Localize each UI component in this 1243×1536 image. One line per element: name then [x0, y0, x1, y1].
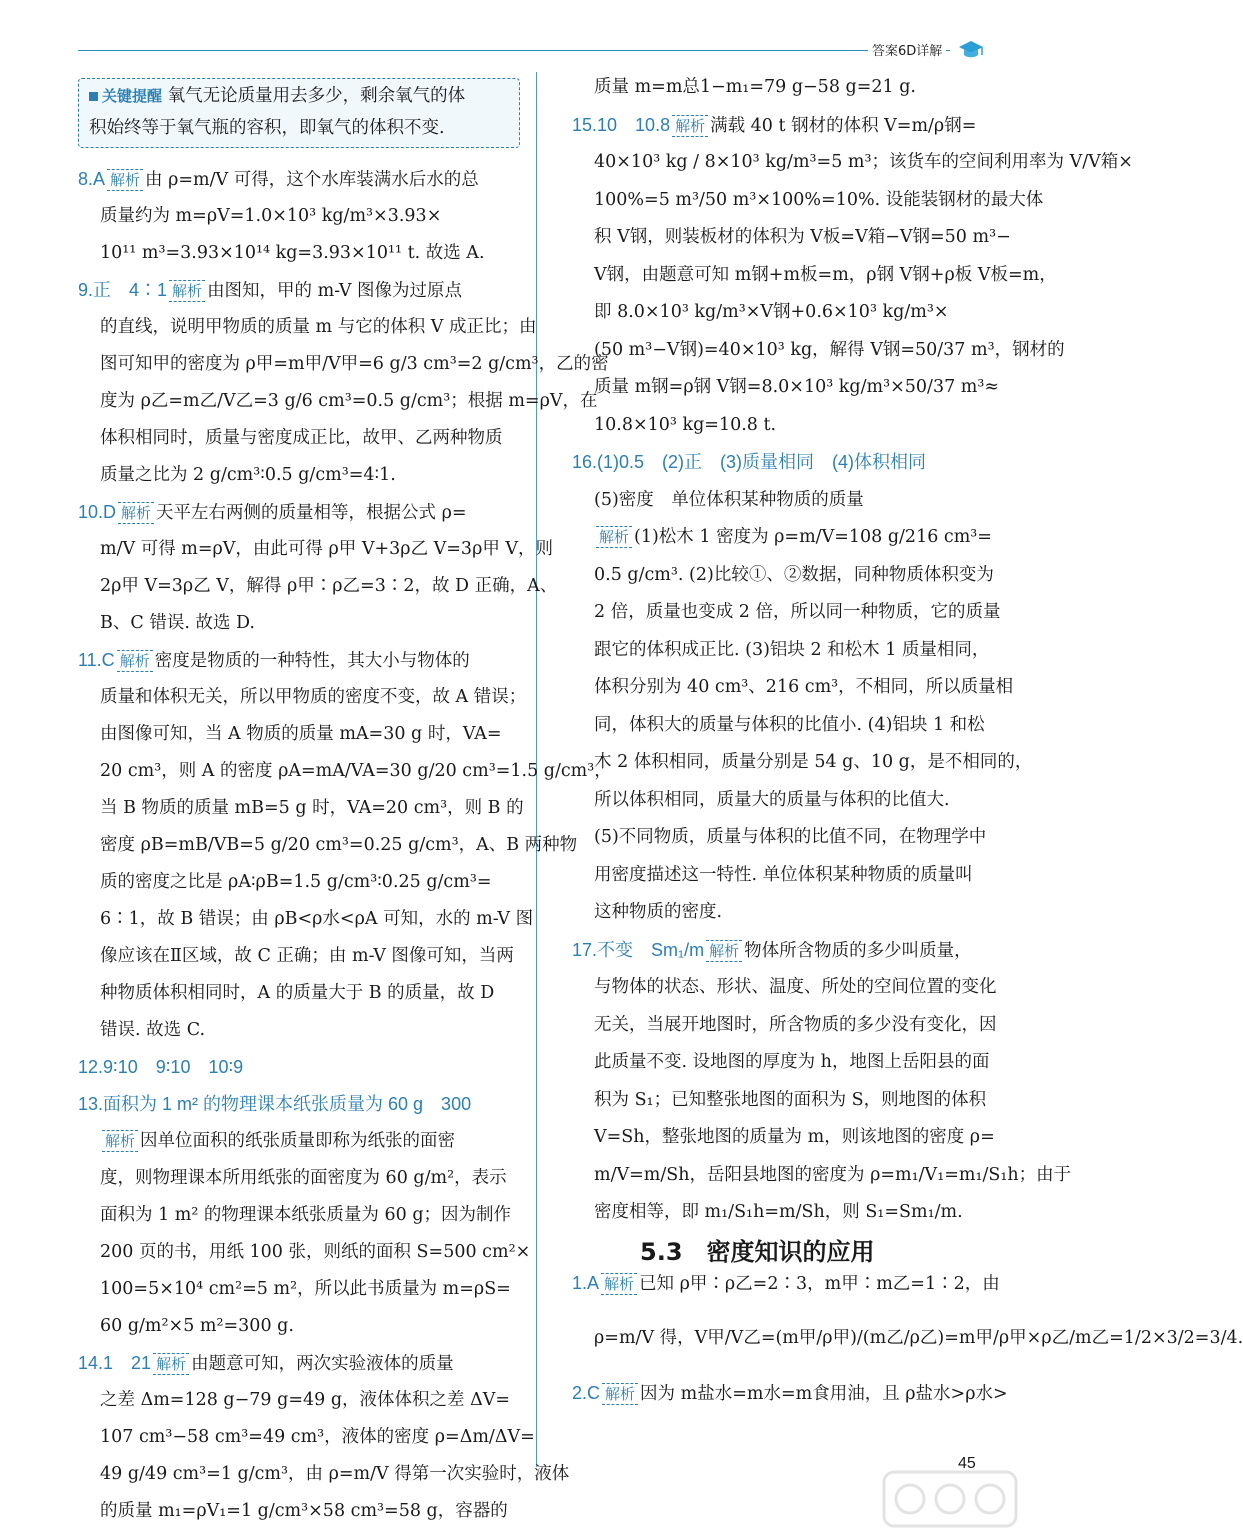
line-text: 之差 Δm=128 g−79 g=49 g，液体体积之差 ΔV= — [100, 1390, 511, 1410]
text-line — [100, 571, 557, 601]
line-text: 积 V钢，则装板材的体积为 V板=V箱−V钢=50 m³− — [594, 227, 1011, 247]
text-line — [594, 785, 950, 815]
line-text: 即 8.0×10³ kg/m³×V钢+0.6×10³ kg/m³× — [594, 302, 949, 322]
text-line — [594, 860, 973, 890]
line-text: 由图像可知，当 A 物质的质量 mA=30 g 时，VA= — [100, 724, 502, 744]
text-line — [594, 410, 776, 440]
line-text: 质量 m钢=ρ钢 V钢=8.0×10³ kg/m³×50/37 m³≈ — [594, 377, 1000, 397]
text-line — [594, 897, 722, 927]
text-line — [100, 1385, 510, 1415]
text-line — [594, 710, 985, 740]
tip-line-1: 氧气无论质量用去多少，剩余氧气的体 — [167, 86, 466, 106]
text-line — [78, 164, 479, 195]
analysis-tag: 解析 — [602, 1383, 638, 1405]
line-text: 密度是物质的一种特性，其大小与物体的 — [154, 651, 470, 671]
line-text: 质的密度之比是 ρA∶ρB=1.5 g/cm³∶0.25 g/cm³= — [100, 872, 492, 892]
text-line — [100, 349, 609, 379]
line-text: 像应该在Ⅱ区域，故 C 正确；由 m-V 图像可知，当两 — [100, 946, 514, 966]
line-text: m/V=m/Sh，岳阳县地图的密度为 ρ=m₁/V₁=m₁/S₁h；由于 — [594, 1164, 1072, 1185]
line-text: 物体所含物质的多少叫质量， — [744, 940, 972, 961]
line-text: 的直线，说明甲物质的质量 m 与它的体积 V 成正比；由 — [100, 317, 537, 337]
text-line — [100, 1274, 511, 1304]
graduation-cap-icon — [958, 38, 984, 62]
text-line — [100, 460, 396, 490]
text-line — [594, 560, 994, 590]
page-number: 45 — [958, 1455, 976, 1472]
text-line — [100, 201, 441, 231]
text-line — [594, 222, 1011, 252]
answer-number: 10.D — [78, 502, 117, 522]
line-text: 天平左右两侧的质量相等，根据公式 ρ= — [156, 503, 467, 523]
line-text: 6∶1，故 B 错误；由 ρB<ρ水<ρA 可知，水的 m-V 图 — [100, 909, 534, 929]
line-text: 20 cm³，则 A 的密度 ρA=mA/VA=30 g/20 cm³=1.5 g/cm³， — [100, 761, 612, 781]
answer-number: 15.10 10.8 — [572, 114, 671, 135]
line-text: 40×10³ kg / 8×10³ kg/m³=5 m³；该货车的空间利用率为 V/V箱× — [594, 152, 1133, 172]
analysis-tag: 解析 — [117, 650, 153, 672]
section-title: 5.3 密度知识的应用 — [640, 1238, 875, 1266]
line-text: (1)松木 1 密度为 ρ=m/V=108 g/216 cm³= — [634, 527, 992, 547]
text-line — [78, 275, 462, 306]
line-text: 由题意可知，两次实验液体的质量 — [191, 1354, 454, 1374]
line-text: 积为 S₁；已知整张地图的面积为 S，则地图的体积 — [594, 1089, 987, 1110]
line-text: 密度相等，即 m₁/S₁h=m/Sh，则 S₁=Sm₁/m. — [594, 1202, 963, 1222]
line-text: 60 g/m²×5 m²=300 g. — [100, 1316, 294, 1336]
line-text: 10¹¹ m³=3.93×10¹⁴ kg=3.93×10¹¹ t. 故选 A. — [100, 243, 485, 263]
analysis-tag: 解析 — [102, 1130, 138, 1152]
watermark-logo-icon — [880, 1466, 1020, 1532]
analysis-tag: 解析 — [596, 526, 632, 548]
text-line — [100, 830, 577, 860]
text-line — [100, 1422, 535, 1452]
line-text: 因单位面积的纸张质量即称为纸张的面密 — [140, 1131, 456, 1151]
analysis-tag: 解析 — [706, 940, 742, 962]
text-line — [594, 972, 997, 1002]
text-line — [100, 1311, 294, 1341]
line-text: ρ=m/V 得，V甲/V乙=(m甲/ρ甲)/(m乙/ρ乙)=m甲/ρ甲×ρ乙/m乙=1/2×3/2=3/4. — [594, 1328, 1243, 1348]
text-line — [594, 185, 1043, 215]
line-text: 跟它的体积成正比. (3)铝块 2 和松木 1 质量相同， — [594, 639, 990, 660]
text-line — [594, 1323, 1243, 1353]
text-line — [78, 645, 470, 676]
line-text: 体积相同时，质量与密度成正比，故甲、乙两种物质 — [100, 428, 503, 448]
line-text: 10.8×10³ kg=10.8 t. — [594, 414, 777, 435]
line-text: 体积分别为 40 cm³、216 cm³，不相同，所以质量相 — [594, 677, 1014, 697]
text-line — [594, 72, 916, 102]
text-line — [594, 260, 1057, 290]
text-line — [594, 147, 1133, 177]
line-text: 质量 m=m总1−m₁=79 g−58 g=21 g. — [594, 77, 916, 97]
text-line — [572, 1268, 1000, 1299]
text-line — [594, 822, 986, 852]
line-text: (50 m³−V钢)=40×10³ kg，解得 V钢=50/37 m³，钢材的 — [594, 339, 1065, 360]
text-line — [100, 719, 502, 749]
analysis-tag: 解析 — [601, 1273, 637, 1295]
text-line — [100, 756, 612, 786]
text-line — [100, 534, 553, 564]
text-line — [572, 447, 926, 478]
line-text: 0.5 g/cm³. (2)比较①、②数据，同种物质体积变为 — [594, 564, 994, 585]
answer-number: 2.C — [572, 1383, 601, 1403]
text-line — [594, 597, 1000, 627]
line-text: 所以体积相同，质量大的质量与体积的比值大. — [594, 789, 950, 810]
text-line — [100, 386, 598, 416]
text-line — [594, 1197, 963, 1227]
line-text: 木 2 体积相同，质量分别是 54 g、10 g，是不相同的， — [594, 752, 1033, 772]
line-text: 质量约为 m=ρV=1.0×10³ kg/m³×3.93× — [100, 206, 442, 226]
text-line — [100, 1237, 530, 1267]
line-text: 错误. 故选 C. — [100, 1020, 206, 1040]
answer-number: 1.A — [572, 1273, 600, 1293]
line-text: 密度 ρB=mB/VB=5 g/20 cm³=0.25 g/cm³，A、B 两种物 — [100, 835, 578, 855]
analysis-tag: 解析 — [672, 115, 708, 137]
line-text: 这种物质的密度. — [594, 902, 723, 922]
line-text: 因为 m盐水=m水=m食用油，且 ρ盐水>ρ水> — [640, 1384, 1008, 1404]
text-line — [78, 1348, 454, 1379]
line-text: 度为 ρ乙=m乙/V乙=3 g/6 cm³=0.5 g/cm³；根据 m=ρV，在 — [100, 391, 598, 411]
line-text: 图可知甲的密度为 ρ甲=m甲/V甲=6 g/3 cm³=2 g/cm³，乙的密 — [100, 354, 609, 374]
line-text: (5)不同物质，质量与体积的比值不同，在物理学中 — [594, 827, 987, 847]
text-line — [572, 110, 976, 141]
key-tip-box — [78, 78, 520, 148]
line-text: 的质量 m₁=ρV₁=1 g/cm³×58 cm³=58 g，容器的 — [100, 1501, 508, 1521]
text-line — [100, 978, 494, 1008]
line-text: 无关，当展开地图时，所含物质的多少没有变化，因 — [594, 1014, 997, 1035]
text-line — [100, 1459, 569, 1489]
text-line — [594, 485, 864, 515]
line-text: 107 cm³−58 cm³=49 cm³，液体的密度 ρ=Δm/ΔV= — [100, 1427, 535, 1447]
text-line — [594, 1160, 1071, 1190]
line-text: 由 ρ=m/V 可得，这个水库装满水后水的总 — [145, 170, 479, 190]
tip-label: 关键提醒 — [102, 87, 163, 105]
line-text: 质量和体积无关，所以甲物质的密度不变，故 A 错误； — [100, 687, 527, 707]
header-label: 答案6D详解 — [868, 40, 946, 59]
text-line — [100, 608, 255, 638]
answer-number: 16.(1)0.5 (2)正 (3)质量相同 (4)体积相同 — [572, 452, 927, 472]
line-text: V=Sh，整张地图的质量为 m，则该地图的密度 ρ= — [594, 1127, 995, 1147]
line-text: 由图知，甲的 m-V 图像为过原点 — [207, 281, 463, 301]
text-line — [100, 867, 492, 897]
answer-number: 12.9∶10 9∶10 10∶9 — [78, 1057, 244, 1077]
text-line — [572, 1378, 1008, 1409]
header-rule — [78, 50, 950, 51]
line-text: 100=5×10⁴ cm²=5 m²，所以此书质量为 m=ρS= — [100, 1279, 511, 1299]
text-line — [100, 793, 524, 823]
text-line — [594, 372, 999, 402]
analysis-tag: 解析 — [107, 169, 143, 191]
line-text: 200 页的书，用纸 100 张，则纸的面积 S=500 cm²× — [100, 1242, 531, 1262]
text-line — [594, 335, 1065, 365]
line-text: m/V 可得 m=ρV，由此可得 ρ甲 V+3ρ乙 V=3ρ甲 V，则 — [100, 539, 554, 559]
analysis-tag: 解析 — [118, 502, 154, 524]
answer-number: 14.1 21 — [78, 1353, 152, 1373]
answer-number: 11.C — [78, 650, 115, 670]
text-line — [100, 1496, 508, 1526]
line-text: 此质量不变. 设地图的厚度为 h，地图上岳阳县的面 — [594, 1052, 990, 1072]
text-line — [594, 1085, 986, 1115]
line-text: B、C 错误. 故选 D. — [100, 613, 255, 633]
line-text: 100%=5 m³/50 m³×100%=10%. 设能装钢材的最大体 — [594, 189, 1044, 210]
text-line — [594, 297, 949, 327]
line-text: 满载 40 t 钢材的体积 V=m/ρ钢= — [710, 115, 977, 136]
text-line — [594, 1047, 989, 1077]
text-line — [594, 672, 1013, 702]
text-line — [100, 941, 514, 971]
answer-number: 8.A — [78, 169, 106, 189]
text-line — [100, 1126, 455, 1156]
text-line — [100, 312, 536, 342]
line-text: 当 B 物质的质量 mB=5 g 时，VA=20 cm³，则 B 的 — [100, 798, 524, 818]
line-text: (5)密度 单位体积某种物质的质量 — [594, 489, 864, 510]
line-text: 与物体的状态、形状、温度、所处的空间位置的变化 — [594, 977, 997, 997]
line-text: 49 g/49 cm³=1 g/cm³，由 ρ=m/V 得第一次实验时，液体 — [100, 1464, 570, 1484]
tip-bullet-icon — [89, 92, 98, 101]
text-line — [100, 904, 533, 934]
text-line — [100, 1015, 205, 1045]
line-text: 已知 ρ甲∶ρ乙=2∶3，m甲∶m乙=1∶2，由 — [639, 1274, 1000, 1294]
text-line — [78, 497, 467, 528]
text-line — [594, 1010, 997, 1040]
text-line — [594, 635, 989, 665]
line-text: 面积为 1 m² 的物理课本纸张质量为 60 g；因为制作 — [100, 1205, 512, 1225]
line-text: 2 倍，质量也变成 2 倍，所以同一种物质，它的质量 — [594, 602, 1001, 622]
answer-number: 13.面积为 1 m² 的物理课本纸张质量为 60 g 300 — [78, 1094, 472, 1114]
analysis-tag: 解析 — [169, 280, 205, 302]
text-line — [594, 1122, 995, 1152]
text-line — [100, 238, 485, 268]
answer-number: 17.不变 Sm₁/m — [572, 939, 705, 960]
line-text: V钢，由题意可知 m钢+m板=m，ρ钢 V钢+ρ板 V板=m， — [594, 264, 1057, 285]
text-line — [100, 1200, 511, 1230]
analysis-tag: 解析 — [153, 1353, 189, 1375]
text-line — [100, 682, 526, 712]
text-line — [78, 1052, 243, 1083]
line-text: 用密度描述这一特性. 单位体积某种物质的质量叫 — [594, 864, 973, 885]
line-text: 同，体积大的质量与体积的比值小. (4)铝块 1 和松 — [594, 714, 985, 735]
line-text: 度，则物理课本所用纸张的面密度为 60 g/m²，表示 — [100, 1168, 507, 1188]
tip-line-2: 积始终等于氧气瓶的容积，即氧气的体积不变. — [89, 118, 445, 138]
text-line — [594, 747, 1032, 777]
text-line — [78, 1089, 471, 1120]
text-line — [100, 423, 503, 453]
text-line — [594, 522, 992, 552]
line-text: 质量之比为 2 g/cm³∶0.5 g/cm³=4∶1. — [100, 465, 396, 485]
line-text: 种物质体积相同时，A 的质量大于 B 的质量，故 D — [100, 983, 495, 1003]
line-text: 2ρ甲 V=3ρ乙 V，解得 ρ甲∶ρ乙=3∶2，故 D 正确，A、 — [100, 576, 558, 596]
answer-number: 9.正 4∶1 — [78, 280, 168, 300]
text-line — [572, 935, 972, 966]
text-line — [100, 1163, 507, 1193]
